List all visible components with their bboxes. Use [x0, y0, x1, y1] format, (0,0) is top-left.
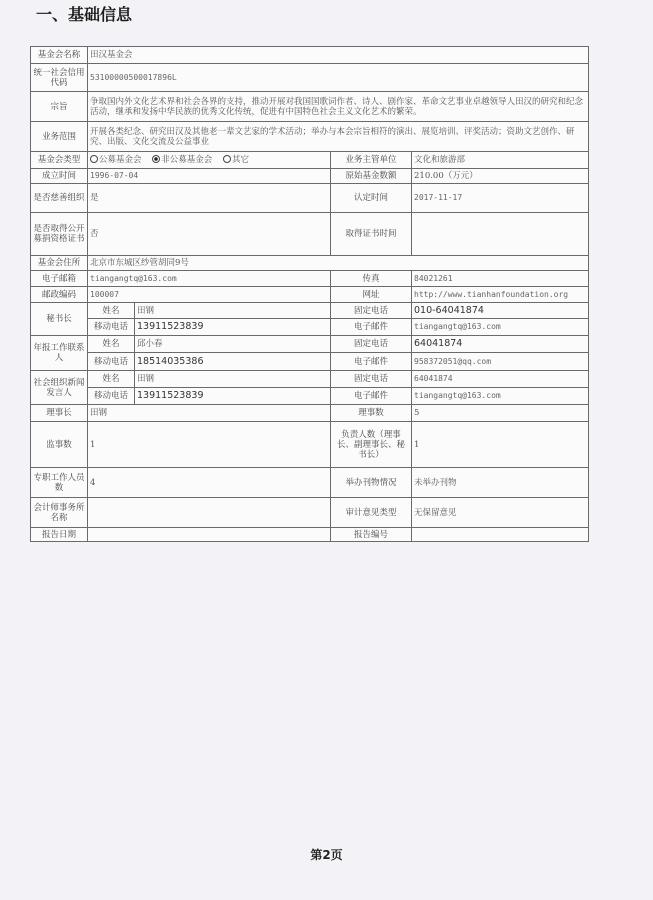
secretary-mobile: 13911523839 — [135, 319, 331, 336]
secretary-label: 秘书长 — [31, 303, 88, 336]
postcode-label: 邮政编码 — [31, 287, 88, 303]
public-label: 是否取得公开募捐资格证书 — [31, 213, 88, 256]
address-value: 北京市东城区纱管胡同9号 — [88, 256, 589, 271]
secretary-name-label: 姓名 — [88, 303, 135, 319]
secretary-email-label: 电子邮件 — [331, 319, 412, 336]
fund-value: 210.00（万元） — [412, 169, 589, 184]
publication-value: 未举办刊物 — [412, 468, 589, 498]
row-founded — [31, 169, 589, 184]
type-option-public[interactable]: 公募基金会 — [90, 155, 142, 165]
row-secretary-2 — [31, 319, 589, 336]
basic-info-table — [30, 46, 589, 542]
type-label: 基金会类型 — [31, 152, 88, 169]
radio-checked-icon — [152, 155, 160, 163]
authority-label: 业务主管单位 — [331, 152, 412, 169]
chairman-value: 田钢 — [88, 405, 331, 422]
email-value: tiangangtq@163.com — [88, 271, 331, 287]
fax-label: 传真 — [331, 271, 412, 287]
publication-label: 举办刊物情况 — [331, 468, 412, 498]
secretary-phone: 010-64041874 — [412, 303, 589, 319]
report-contact-label: 年报工作联系人 — [31, 336, 88, 371]
spokesperson-phone: 64041874 — [412, 371, 589, 388]
row-report-contact-2 — [31, 353, 589, 371]
email-label: 电子邮箱 — [31, 271, 88, 287]
name-label: 基金会名称 — [31, 47, 88, 64]
radio-unchecked-icon — [223, 155, 231, 163]
row-chairman — [31, 405, 589, 422]
report-contact-phone: 64041874 — [412, 336, 589, 353]
directors-label: 理事数 — [331, 405, 412, 422]
audit-value: 无保留意见 — [412, 498, 589, 528]
recognized-value: 2017-11-17 — [412, 184, 589, 213]
row-spokesperson-2 — [31, 388, 589, 405]
supervisors-value: 1 — [88, 422, 331, 468]
report-contact-phone-label: 固定电话 — [331, 336, 412, 353]
fund-label: 原始基金数额 — [331, 169, 412, 184]
row-name — [31, 47, 589, 64]
public-value: 否 — [88, 213, 331, 256]
radio-unchecked-icon — [90, 155, 98, 163]
row-public-fundraising — [31, 213, 589, 256]
name-value: 田汉基金会 — [88, 47, 589, 64]
spokesperson-phone-label: 固定电话 — [331, 371, 412, 388]
report-contact-email-label: 电子邮件 — [331, 353, 412, 371]
row-type — [31, 152, 589, 169]
directors-value: 5 — [412, 405, 589, 422]
spokesperson-name-label: 姓名 — [88, 371, 135, 388]
leaders-label: 负责人数（理事长、副理事长、秘书长） — [331, 422, 412, 468]
report-no-label: 报告编号 — [331, 528, 412, 542]
row-email — [31, 271, 589, 287]
spokesperson-mobile: 13911523839 — [135, 388, 331, 405]
row-staff — [31, 468, 589, 498]
row-supervisors — [31, 422, 589, 468]
report-contact-name: 邱小春 — [135, 336, 331, 353]
row-report-contact-1 — [31, 336, 589, 353]
page-number: 第2页 — [310, 848, 343, 862]
scope-label: 业务范围 — [31, 122, 88, 152]
row-credit-code — [31, 64, 589, 92]
type-options — [88, 152, 331, 169]
spokesperson-email-label: 电子邮件 — [331, 388, 412, 405]
address-label: 基金会住所 — [31, 256, 88, 271]
secretary-name: 田钢 — [135, 303, 331, 319]
purpose-value: 争取国内外文化艺术界和社会各界的支持，推动开展对我国国歌词作者、诗人、剧作家、革命文艺事业卓越领导人田汉的研究和纪念活动，继承和发扬中华民族的优秀文化传统，促进有中国特色社会主义文化艺术的繁荣。 — [88, 92, 589, 122]
purpose-label: 宗旨 — [31, 92, 88, 122]
staff-value: 4 — [88, 468, 331, 498]
website-value: http://www.tianhanfoundation.org — [412, 287, 589, 303]
cert-time-label: 取得证书时间 — [331, 213, 412, 256]
type-option-other[interactable]: 其它 — [223, 155, 249, 165]
supervisors-label: 监事数 — [31, 422, 88, 468]
charity-value: 是 — [88, 184, 331, 213]
authority-value: 文化和旅游部 — [412, 152, 589, 169]
leaders-value: 1 — [412, 422, 589, 468]
report-contact-mobile: 18514035386 — [135, 353, 331, 371]
secretary-email: tiangangtq@163.com — [412, 319, 589, 336]
spokesperson-name: 田钢 — [135, 371, 331, 388]
charity-label: 是否慈善组织 — [31, 184, 88, 213]
cert-time-value — [412, 213, 589, 256]
secretary-phone-label: 固定电话 — [331, 303, 412, 319]
report-date-label: 报告日期 — [31, 528, 88, 542]
row-scope — [31, 122, 589, 152]
row-secretary-1 — [31, 303, 589, 319]
spokesperson-label: 社会组织新闻发言人 — [31, 371, 88, 405]
postcode-value: 100007 — [88, 287, 331, 303]
audit-label: 审计意见类型 — [331, 498, 412, 528]
report-contact-mobile-label: 移动电话 — [88, 353, 135, 371]
report-contact-name-label: 姓名 — [88, 336, 135, 353]
founded-label: 成立时间 — [31, 169, 88, 184]
row-spokesperson-1 — [31, 371, 589, 388]
row-postcode — [31, 287, 589, 303]
firm-value — [88, 498, 331, 528]
row-report — [31, 528, 589, 542]
row-audit — [31, 498, 589, 528]
report-no-value — [412, 528, 589, 542]
spokesperson-mobile-label: 移动电话 — [88, 388, 135, 405]
founded-value: 1996-07-04 — [88, 169, 331, 184]
scope-value: 开展各类纪念、研究田汉及其他老一辈文艺家的学术活动；举办与本会宗旨相符的演出、展览培训、评奖活动；资助文艺创作、研究、出版、文化交流及公益事业 — [88, 122, 589, 152]
credit-code-value: 53100000500017896L — [88, 64, 589, 92]
row-charity — [31, 184, 589, 213]
report-date-value — [88, 528, 331, 542]
firm-label: 会计师事务所名称 — [31, 498, 88, 528]
row-address — [31, 256, 589, 271]
report-contact-email: 958372051@qq.com — [412, 353, 589, 371]
recognized-label: 认定时间 — [331, 184, 412, 213]
row-purpose — [31, 92, 589, 122]
chairman-label: 理事长 — [31, 405, 88, 422]
secretary-mobile-label: 移动电话 — [88, 319, 135, 336]
spokesperson-email: tiangangtq@163.com — [412, 388, 589, 405]
credit-code-label: 统一社会信用代码 — [31, 64, 88, 92]
type-option-nonpublic[interactable]: 非公募基金会 — [152, 155, 212, 165]
staff-label: 专职工作人员数 — [31, 468, 88, 498]
fax-value: 84021261 — [412, 271, 589, 287]
website-label: 网址 — [331, 287, 412, 303]
page-title: 一、基础信息 — [36, 5, 133, 24]
